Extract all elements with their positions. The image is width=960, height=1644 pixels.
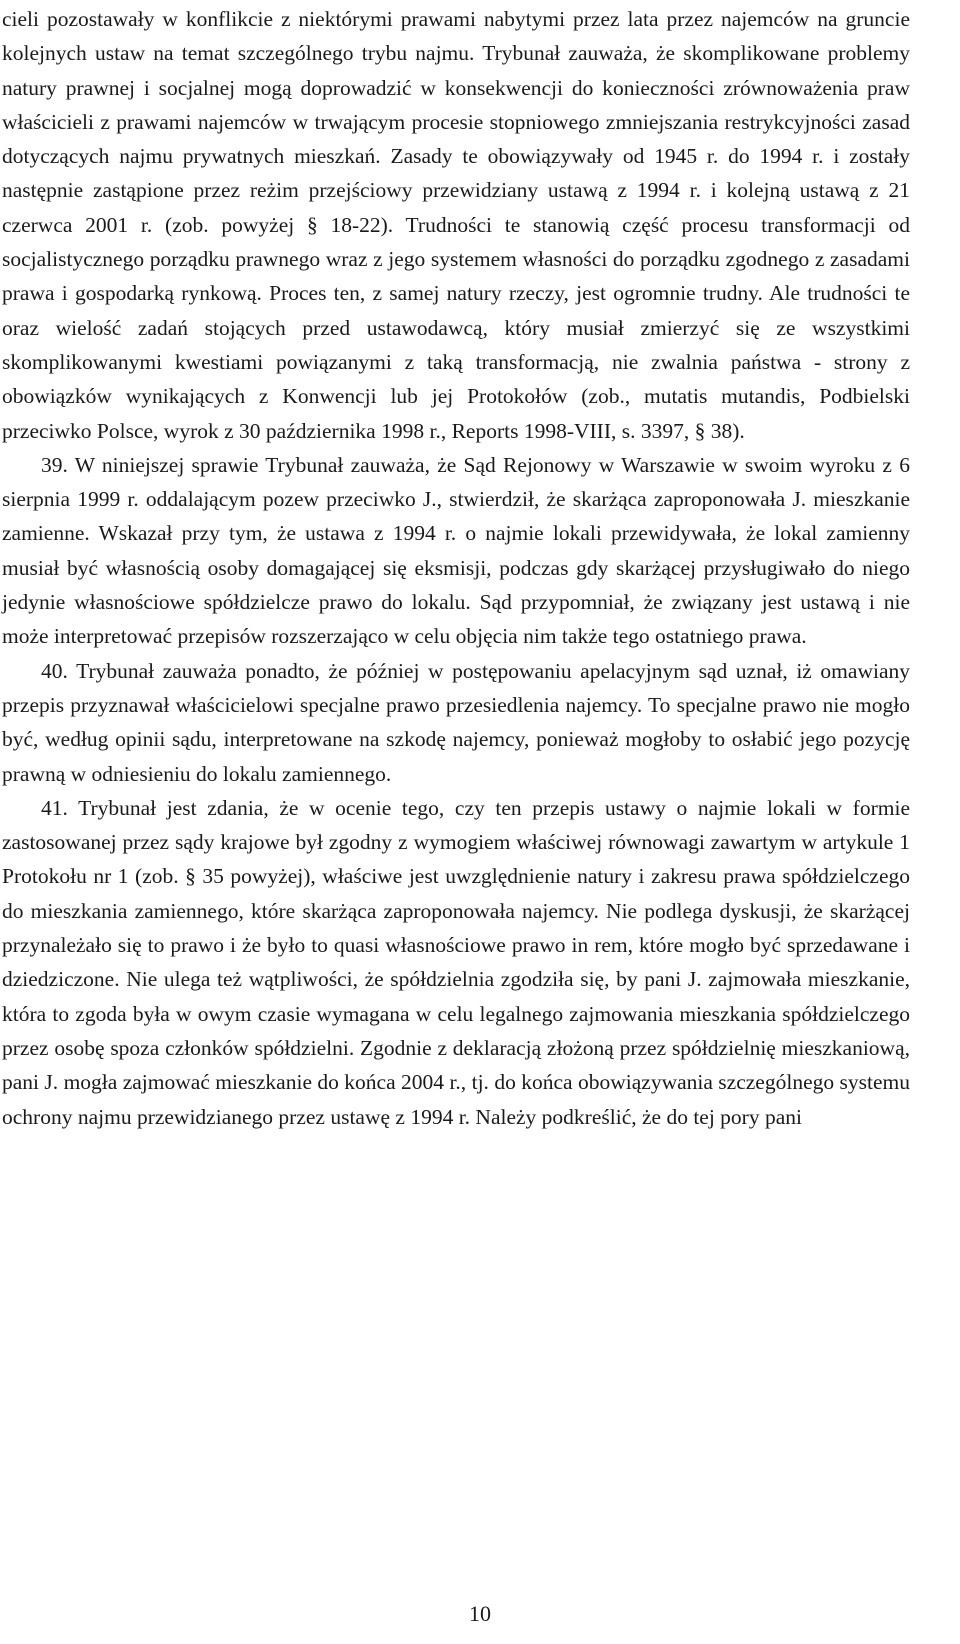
body-text [2,2,910,1134]
paragraph-39: 39. W niniejszej sprawie Trybunał zauważa, że Sąd Rejonowy w Warszawie w swoim wyroku z 6 sierpnia 1999 r. oddalającym pozew przeciwko J., stwierdził, że skarżąca zaproponowała J. mieszkanie zamienne. Wskazał przy tym, że ustawa z 1994 r. o najmie lokali przewidywała, że lokal zamienny musiał być własnością osoby domagającej się eksmisji, podczas gdy skarżącej przysługiwało do niego jedynie własnościowe spółdzielcze prawo do lokalu. Sąd przypomniał, że związany jest ustawą i nie może interpretować przepisów rozszerzająco w celu objęcia nim także tego ostatniego prawa. [2,452,910,649]
page-number: 10 [469,1601,491,1626]
paragraph-41: 41. Trybunał jest zdania, że w ocenie tego, czy ten przepis ustawy o najmie lokali w formie zastosowanej przez sądy krajowe był zgodny z wymogiem właściwej równowagi zawartym w artykule 1 Protokołu nr 1 (zob. § 35 powyżej), właściwe jest uwzględnienie natury i zakresu prawa spółdzielczego do mieszkania zamiennego, które skarżąca zaproponowała najemcy. Nie podlega dyskusji, że skarżącej przynależało się to prawo i że było to quasi własnościowe prawo in rem, które mogło być sprzedawane i dziedziczone. Nie ulega też wątpliwości, że spółdzielnia zgodziła się, by pani J. zajmowała mieszkanie, która to zgoda była w owym czasie wymagana w celu legalnego zajmowania mieszkania spółdzielczego przez osobę spoza członków spółdzielni. Zgodnie z deklaracją złożoną przez spółdzielnię mieszkaniową, pani J. mogła zajmować mieszkanie do końca 2004 r., tj. do końca obowiązywania szczególnego systemu ochrony najmu przewidzianego przez ustawę z 1994 r. Należy podkreślić, że do tej pory pani [2,795,910,1129]
paragraph-continuation: cieli pozostawały w konflikcie z niektórymi prawami nabytymi przez lata przez najemców na gruncie kolejnych ustaw na temat szczególnego trybu najmu. Trybunał zauważa, że skomplikowane problemy natury prawnej i socjalnej mogą doprowadzić w konsekwencji do konieczności zrównoważenia praw właścicieli z prawami najemców w trwającym procesie stopniowego zmniejszania restrykcyjności zasad dotyczących najmu prywatnych mieszkań. Zasady te obowiązywały od 1945 r. do 1994 r. i zostały następnie zastąpione przez reżim przejściowy przewidziany ustawą z 1994 r. i kolejną ustawą z 21 czerwca 2001 r. (zob. powyżej § 18-22). Trudności te stanowią część procesu transformacji od socjalistycznego porządku prawnego wraz z jego systemem własności do porządku zgodnego z zasadami prawa i gospodarką rynkową. Proces ten, z samej natury rzeczy, jest ogromnie trudny. Ale trudności te oraz wielość zadań stojących przed ustawodawcą, który musiał zmierzyć się ze wszystkimi skomplikowanymi kwestiami powiązanymi z taką transformacją, nie zwalnia państwa - strony z obowiązków wynikających z Konwencji lub jej Protokołów (zob., mutatis mutandis, Podbielski przeciwko Polsce, wyrok z 30 października 1998 r., Reports 1998-VIII, s. 3397, § 38). [2,7,910,443]
paragraph-40: 40. Trybunał zauważa ponadto, że później w postępowaniu apelacyjnym sąd uznał, iż omawiany przepis przyznawał właścicielowi specjalne prawo przesiedlenia najemcy. To specjalne prawo nie mogło być, według opinii sądu, interpretowane na szkodę najemcy, ponieważ mogłoby to osłabić jego pozycję prawną w odniesieniu do lokalu zamiennego. [2,658,910,786]
